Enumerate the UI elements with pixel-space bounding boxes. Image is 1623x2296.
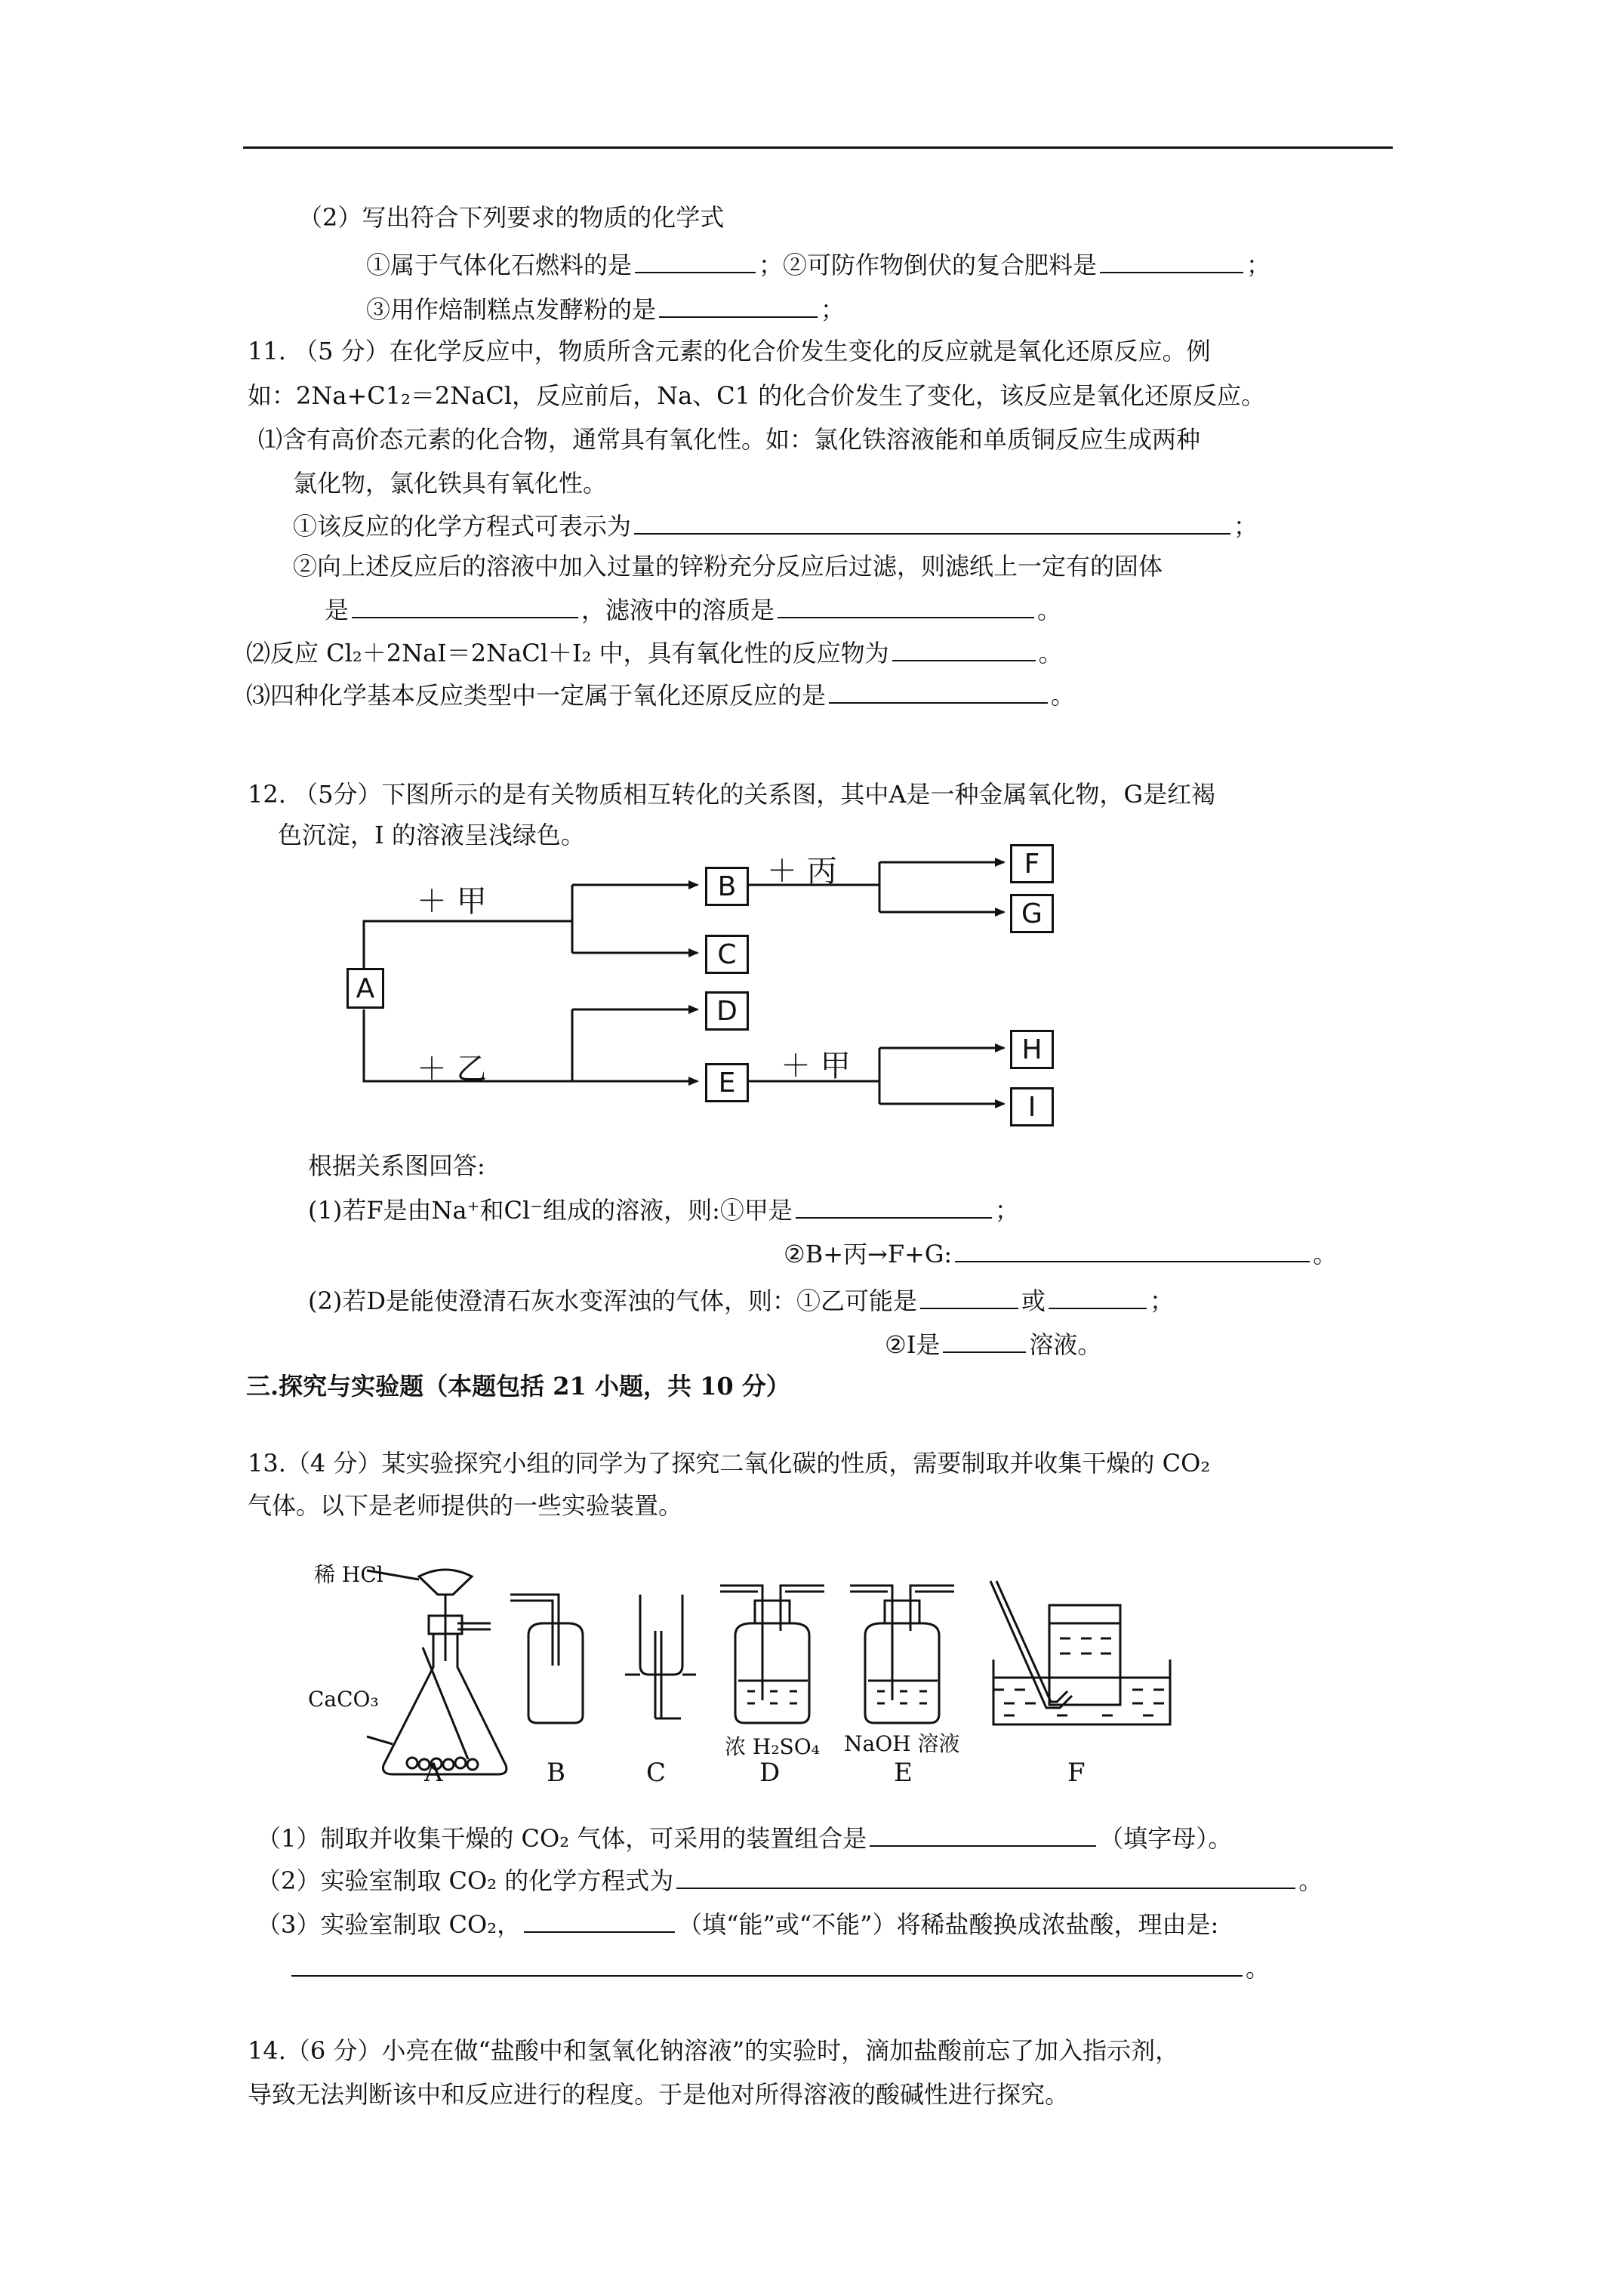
section-3-heading: 三.探究与实验题（本题包括 21 小题，共 10 分）: [246, 1372, 790, 1401]
apparatus-f-trough: [990, 1581, 1170, 1724]
q13-s2: （2）实验室制取 CO₂ 的化学方程式为 。: [257, 1862, 1323, 1897]
label-apparatus-b: B: [547, 1758, 565, 1788]
q11-head2: 如：2Na+C1₂＝2NaCl，反应前后，Na、C1 的化合价发生了变化，该反应是氧化还原反应。: [248, 381, 1266, 410]
q13-s3-answer: 。: [291, 1949, 1270, 1985]
label-plus-bing: ＋ 丙: [767, 854, 837, 889]
node-H: H: [1010, 1030, 1054, 1069]
q13-head1: 13.（4 分）某实验探究小组的同学为了探究二氧化碳的性质，需要制取并收集干燥的 CO₂: [248, 1449, 1211, 1478]
apparatus-d-wash-bottle: [720, 1586, 824, 1723]
blank[interactable]: [676, 1862, 1295, 1889]
q11-p1b: 氯化物，氯化铁具有氧化性。: [293, 469, 608, 498]
node-G: G: [1010, 894, 1054, 933]
node-B: B: [705, 867, 749, 906]
q11-p1e: 是 ，滤液中的溶质是 。: [325, 591, 1061, 627]
label-caco3: CaCO₃: [308, 1687, 379, 1712]
node-F: F: [1010, 844, 1054, 883]
q11-p3: ⑶四种化学基本反应类型中一定属于氧化还原反应的是 。: [246, 676, 1075, 712]
node-C: C: [705, 935, 749, 974]
q14-head1: 14.（6 分）小亮在做“盐酸中和氢氧化钠溶液”的实验时，滴加盐酸前忘了加入指示剂，: [248, 2036, 1180, 2065]
blank[interactable]: [870, 1820, 1096, 1847]
apparatus-b-bottle: [510, 1595, 583, 1723]
q11-p2: ⑵反应 Cl₂＋2NaI＝2NaCl＋I₂ 中，具有氧化性的反应物为 。: [246, 634, 1063, 670]
label-plus-yi: ＋ 乙: [417, 1052, 487, 1086]
node-D: D: [705, 991, 749, 1031]
q11-head1: 11. （5 分）在化学反应中，物质所含元素的化合价发生变化的反应就是氧化还原反应。例: [248, 337, 1211, 365]
label-apparatus-c: C: [646, 1758, 667, 1788]
q13-head2: 气体。以下是老师提供的一些实验装置。: [248, 1491, 683, 1520]
node-A: A: [346, 968, 384, 1009]
q10-line3: ③用作焙制糕点发酵粉的是 ；: [366, 291, 845, 326]
q10-sub2: （2）写出符合下列要求的物质的化学式: [298, 203, 725, 232]
q10-line1: ①属于气体化石燃料的是 ；②可防作物倒伏的复合肥料是 ；: [366, 246, 1270, 282]
q12-head2: 色沉淀，I 的溶液呈浅绿色。: [278, 821, 585, 849]
label-apparatus-f: F: [1067, 1758, 1086, 1788]
label-plus-jia: ＋ 甲: [417, 884, 487, 919]
label-dilute-hcl: 稀 HCl: [314, 1562, 383, 1587]
q12-ans: 根据关系图回答:: [308, 1151, 485, 1180]
q12-s1: (1)若F是由Na⁺和Cl⁻组成的溶液，则:①甲是 ；: [308, 1191, 1019, 1227]
q13-s1: （1）制取并收集干燥的 CO₂ 气体，可采用的装置组合是 （填字母）。: [257, 1820, 1232, 1855]
q12-s2: (2)若D是能使澄清石灰水变浑浊的气体，则：①乙可能是 或 ；: [308, 1282, 1174, 1318]
label-apparatus-d: D: [759, 1758, 781, 1788]
label-apparatus-e: E: [894, 1758, 913, 1788]
label-plus-jia2: ＋ 甲: [781, 1049, 851, 1083]
q12-head1: 12. （5分）下图所示的是有关物质相互转化的关系图，其中A是一种金属氧化物，G是红褐: [248, 780, 1216, 809]
q12-s1c: ②B+丙→F+G: 。: [784, 1235, 1337, 1271]
blank[interactable]: [291, 1949, 1243, 1977]
q12-s2d: ②I是 溶液。: [885, 1326, 1101, 1361]
node-E: E: [705, 1063, 749, 1102]
q11-p1c: ①该反应的化学方程式可表示为 ；: [293, 507, 1258, 543]
q13-s3: （3）实验室制取 CO₂， （填“能”或“不能”）将稀盐酸换成浓盐酸，理由是:: [257, 1906, 1218, 1941]
blank[interactable]: [524, 1906, 675, 1933]
q11-p1d: ②向上述反应后的溶液中加入过量的锌粉充分反应后过滤，则滤纸上一定有的固体: [293, 552, 1163, 581]
apparatus-e-wash-bottle: [850, 1586, 954, 1723]
q14-head2: 导致无法判断该中和反应进行的程度。于是他对所得溶液的酸碱性进行探究。: [248, 2080, 1070, 2109]
q11-p1a: ⑴含有高价态元素的化合物，通常具有氧化性。如：氯化铁溶液能和单质铜反应生成两种: [258, 425, 1201, 454]
apparatus-a-flask: [367, 1570, 507, 1774]
apparatus-c-collector: [625, 1595, 696, 1718]
label-conc-h2so4: 浓 H₂SO₄: [725, 1734, 820, 1759]
node-I: I: [1010, 1087, 1054, 1126]
label-apparatus-a: A: [424, 1758, 443, 1788]
label-naoh-solution: NaOH 溶液: [844, 1731, 960, 1756]
